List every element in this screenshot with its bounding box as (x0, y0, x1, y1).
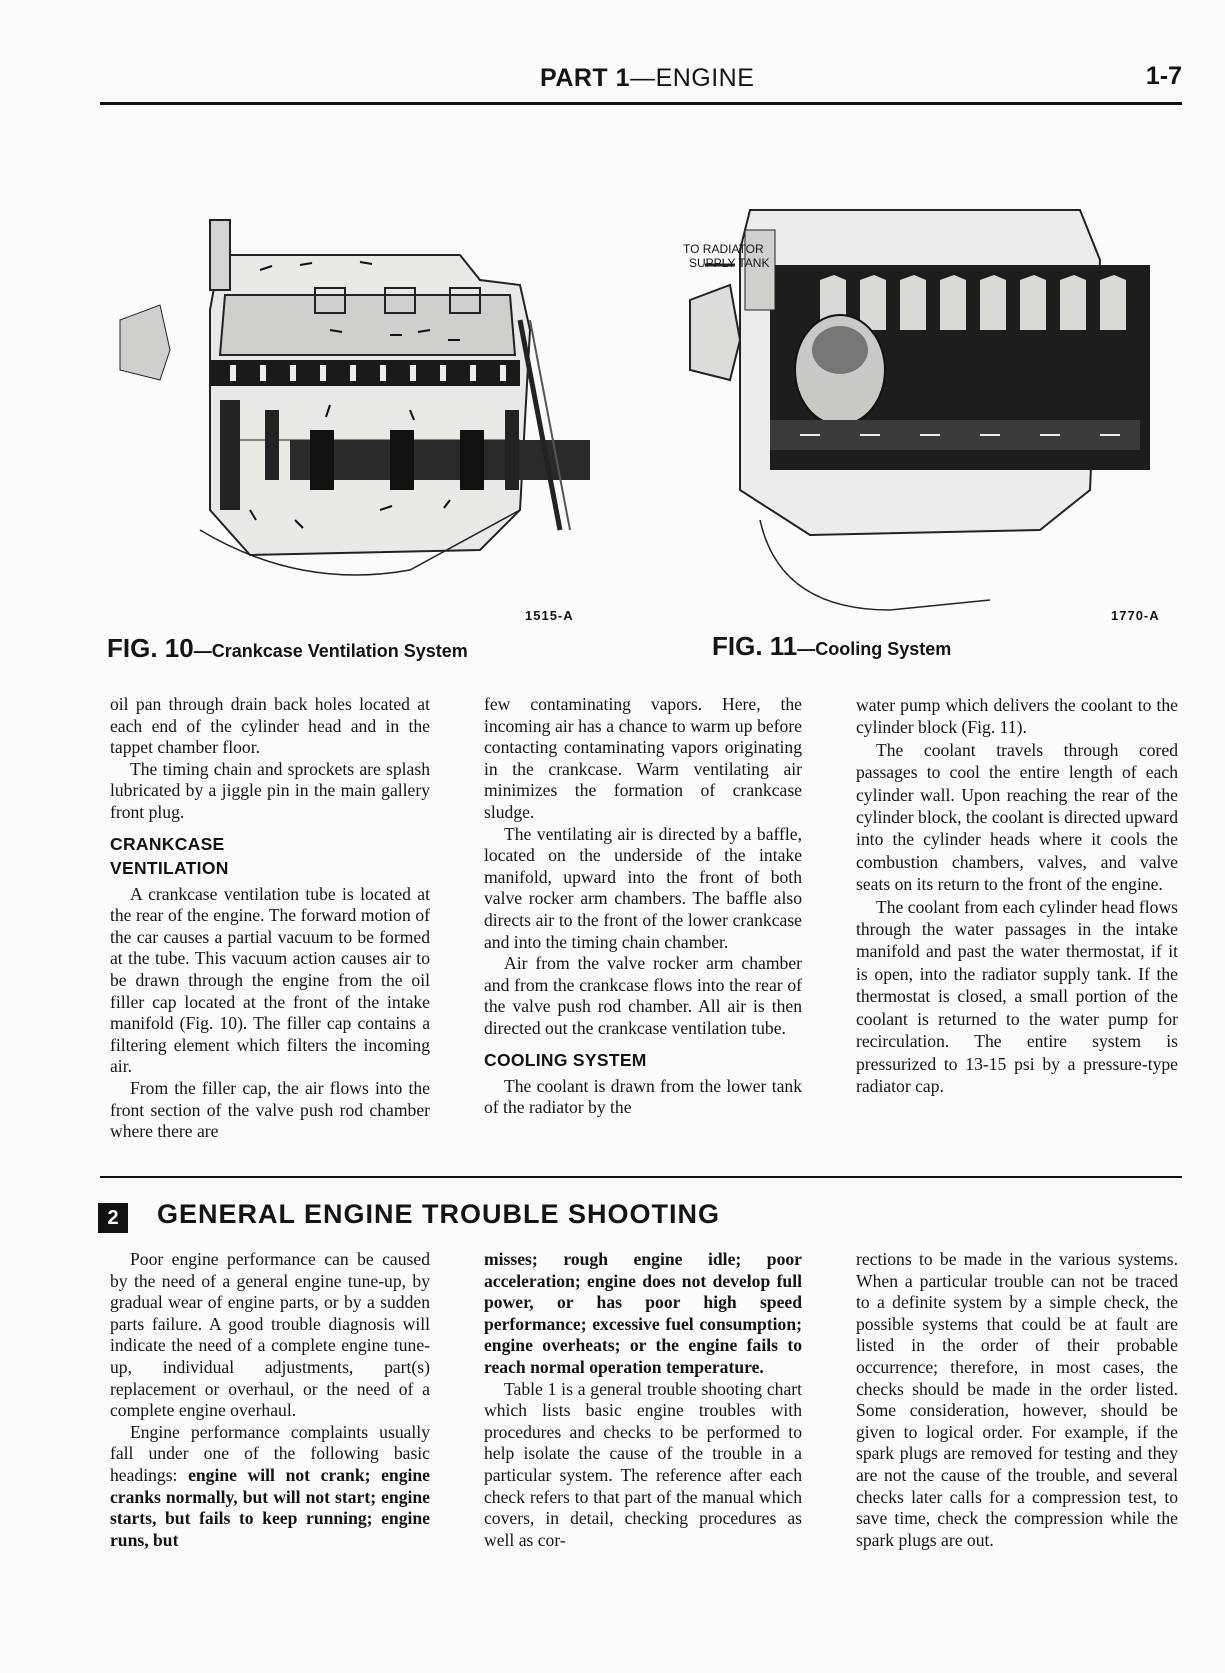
upper-column-2 (484, 694, 802, 1119)
paragraph: The coolant is drawn from the lower tank of the radiator by the (484, 1075, 802, 1118)
figure-10-engine-illustration (100, 210, 620, 630)
lower-column-1 (110, 1249, 430, 1551)
paragraph: rections to be made in the various systems. When a particular trouble can not be traced to a definite system by a simple check, the possible systems that could be at fault are listed in the order of their probable occurrence; therefore, in most cases, the checks should be made in the order listed. Some consideration, however, should be given to logical order. For example, if the spark plugs are removed for testing and they are not the cause of the trouble, and several checks later calls for a compression test, to save time, check the compression while the spark plugs are out. (856, 1249, 1178, 1550)
paragraph: Table 1 is a general trouble shooting chart which lists basic engine troubles with procedures and checks to be performed to help isolate the cause of the trouble in a particular system. The reference after each check refers to that part of the manual which covers, in detail, checking procedures as well as cor- (484, 1378, 802, 1550)
upper-column-1 (110, 694, 430, 1143)
figure-11-callout-line2: SUPPLY TANK (689, 256, 770, 270)
figure-11-callout-line1: TO RADIATOR (683, 242, 764, 256)
section-number-badge: 2 (98, 1203, 128, 1233)
page-number: 1-7 (1145, 62, 1182, 90)
paragraph: few contaminating vapors. Here, the incoming air has a chance to warm up before contacting contaminating vapors originating in the crankcase. Warm ventilating air minimizes the formation of crankcase sludge. (484, 694, 802, 822)
figure-11-callout (683, 242, 769, 270)
paragraph: Air from the valve rocker arm chamber and from the crankcase flows into the rear of the valve push rod chamber. All air is then directed out the crankcase ventilation tube. (484, 953, 802, 1038)
engine-crankcase-drawing (100, 210, 620, 630)
figure-11-engine-illustration (660, 190, 1185, 630)
paragraph: The coolant from each cylinder head flows through the water passages in the intake manifold and past the water thermostat, if it is open, into the radiator supply tank. If the thermostat is closed, a small portion of the coolant is returned to the water pump for recirculation. The entire system is pressurized to 13-15 psi by a pressure-type radiator cap. (856, 896, 1178, 1096)
heading-crankcase-ventilation: CRANKCASE VENTILATION (110, 833, 229, 878)
lower-column-3 (856, 1249, 1178, 1551)
lower-column-2 (484, 1249, 802, 1551)
upper-column-3 (856, 694, 1178, 1097)
paragraph: Poor engine performance can be caused by the need of a general engine tune-up, by gradual wear of engine parts, or by a sudden parts failure. A good trouble diagnosis will indicate the need of a complete engine tune-up, individual adjustments, part(s) replacement or overhaul, or the need of a complete engine overhaul. (110, 1249, 430, 1421)
figure-11-caption: FIG. 11—Cooling System (712, 631, 952, 661)
figure-11-code: 1770-A (1111, 608, 1160, 623)
heading-cooling-system: COOLING SYSTEM (484, 1049, 647, 1070)
figure-10-code: 1515-A (525, 608, 574, 623)
paragraph: A crankcase ventilation tube is located at the rear of the engine. The forward motion of the car causes a partial vacuum to be formed at the tube. This vacuum action causes air to be drawn through the engine from the oil filler cap located at the front of the intake manifold (Fig. 10). The filler cap contains a filtering element which filters the incoming air. (110, 883, 430, 1077)
paragraph-bold: misses; rough engine idle; poor acceleration; engine does not develop full power, or has poor high speed performance; excessive fuel consumption; engine overheats; or the engine fails to reach normal operation temperature. (484, 1249, 802, 1377)
figure-10-caption: FIG. 10—Crankcase Ventilation System (107, 633, 468, 663)
paragraph: The coolant travels through cored passages to cool the entire length of each cylinder wall. Upon reaching the rear of the cylinder block, the coolant is directed upward into the cylinder heads where it cools the combustion chambers, valves, and valve seats on its return to the front of the engine. (856, 739, 1178, 895)
paragraph: The timing chain and sprockets are splash lubricated by a jiggle pin in the main gallery front plug. (110, 758, 430, 822)
paragraph: Engine performance complaints usually fall under one of the following basic headings: engine will not crank; engine cranks normally, but will not start; engine starts, but fails to keep running; engine runs, but (110, 1421, 430, 1550)
section-divider (100, 1176, 1182, 1178)
part-title: PART 1—ENGINE (540, 64, 755, 92)
paragraph: oil pan through drain back holes located at each end of the cylinder head and in the tappet chamber floor. (110, 694, 430, 758)
paragraph: The ventilating air is directed by a baffle, located on the underside of the intake manifold, upward into the front of both valve rocker arm chambers. The baffle also directs air to the front of the lower crankcase and into the timing chain chamber. (484, 823, 802, 952)
page-header (100, 60, 1182, 105)
paragraph: From the filler cap, the air flows into the front section of the valve push rod chamber where there are (110, 1077, 430, 1142)
section-title: GENERAL ENGINE TROUBLE SHOOTING (157, 1199, 721, 1229)
paragraph: water pump which delivers the coolant to the cylinder block (Fig. 11). (856, 695, 1178, 738)
